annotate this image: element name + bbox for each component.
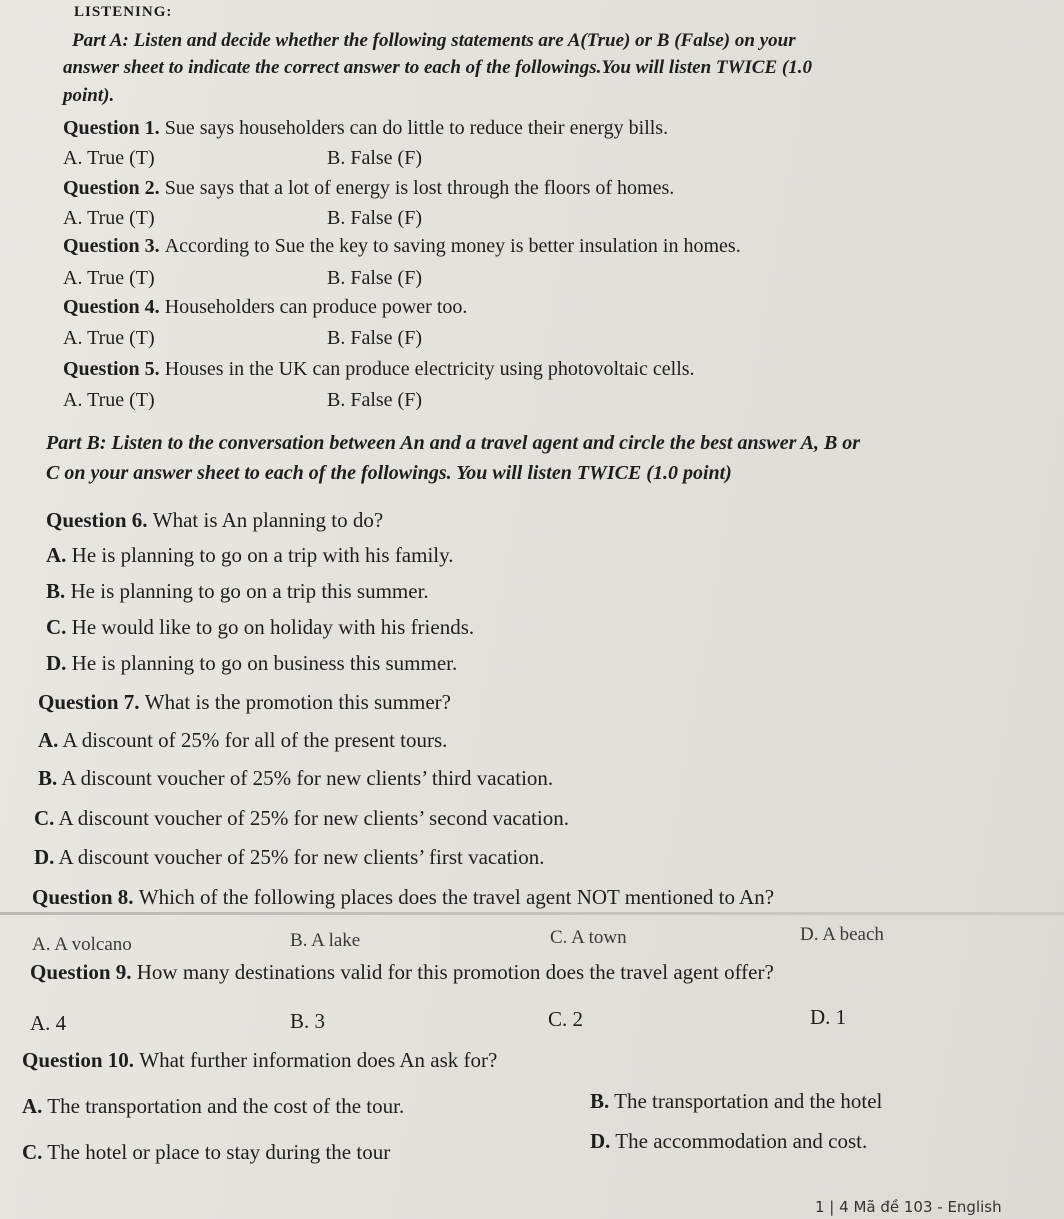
option-b[interactable]: B. False (F) bbox=[327, 327, 422, 349]
option-text: 3 bbox=[314, 1009, 326, 1033]
option-label: C. bbox=[46, 615, 67, 639]
option-a[interactable] bbox=[32, 933, 132, 957]
question-number: Question 1. bbox=[63, 117, 160, 139]
option-label: C. bbox=[34, 806, 55, 830]
option-label: B. bbox=[38, 766, 58, 790]
option-a[interactable] bbox=[22, 1094, 404, 1118]
option-b[interactable] bbox=[290, 1009, 325, 1033]
option-label: D. bbox=[800, 924, 819, 945]
option-label: A. bbox=[46, 543, 67, 567]
page-footer: 1 | 4 Mã đề 103 - English bbox=[815, 1198, 1002, 1216]
option-text: A discount voucher of 25% for new clients’ first vacation. bbox=[58, 845, 545, 869]
option-b[interactable]: B. False (F) bbox=[327, 147, 422, 169]
option-label: B. bbox=[46, 579, 66, 603]
option-text: He would like to go on holiday with his friends. bbox=[71, 615, 475, 639]
option-text: A discount voucher of 25% for new clients’ second vacation. bbox=[58, 806, 569, 830]
part-a-instruction: point). bbox=[63, 85, 115, 106]
option-text: He is planning to go on business this summer. bbox=[71, 651, 458, 675]
question-text: What is the promotion this summer? bbox=[144, 690, 451, 714]
part-b-instruction: Part B: Listen to the conversation between An and a travel agent and circle the best answer A, B or bbox=[46, 432, 861, 454]
option-a[interactable] bbox=[30, 1011, 66, 1035]
option-c[interactable] bbox=[22, 1140, 390, 1164]
option-label: A. bbox=[30, 1011, 51, 1035]
question-text: What further information does An ask for? bbox=[139, 1048, 498, 1072]
question-2 bbox=[63, 176, 674, 200]
part-a-instruction: Part A: Listen and decide whether the following statements are A(True) or B (False) on your bbox=[72, 30, 796, 51]
option-b[interactable]: B. False (F) bbox=[327, 267, 422, 289]
option-d[interactable] bbox=[810, 1005, 846, 1029]
question-number: Question 10. bbox=[22, 1048, 135, 1072]
option-label: A. bbox=[38, 728, 59, 752]
question-text: Houses in the UK can produce electricity using photovoltaic cells. bbox=[164, 358, 695, 380]
question-number: Question 8. bbox=[32, 885, 134, 909]
option-text: 4 bbox=[55, 1011, 67, 1035]
question-number: Question 7. bbox=[38, 690, 140, 714]
option-text: The transportation and the cost of the tour. bbox=[47, 1094, 405, 1118]
option-d[interactable] bbox=[34, 845, 545, 869]
question-5 bbox=[63, 357, 695, 381]
option-b[interactable] bbox=[46, 579, 429, 603]
question-8 bbox=[32, 885, 774, 909]
option-d[interactable] bbox=[46, 651, 457, 675]
option-a[interactable]: A. True (T) bbox=[63, 389, 155, 411]
option-label: B. bbox=[290, 930, 308, 951]
option-b[interactable] bbox=[590, 1089, 882, 1113]
option-label: D. bbox=[46, 651, 67, 675]
option-a[interactable] bbox=[46, 543, 454, 567]
option-d[interactable] bbox=[800, 923, 884, 947]
option-label: C. bbox=[22, 1140, 43, 1164]
question-7 bbox=[38, 690, 451, 714]
option-b[interactable]: B. False (F) bbox=[327, 389, 422, 411]
option-text: 2 bbox=[572, 1007, 584, 1031]
question-1 bbox=[63, 116, 668, 140]
option-a[interactable]: A. True (T) bbox=[63, 207, 155, 229]
paper-fold bbox=[0, 912, 1064, 915]
question-number: Question 9. bbox=[30, 960, 132, 984]
option-text: 1 bbox=[835, 1005, 847, 1029]
question-number: Question 4. bbox=[63, 296, 160, 318]
option-c[interactable] bbox=[34, 806, 569, 830]
option-label: A. bbox=[32, 934, 51, 955]
question-text: Which of the following places does the travel agent NOT mentioned to An? bbox=[138, 885, 775, 909]
question-number: Question 6. bbox=[46, 508, 148, 532]
question-6 bbox=[46, 508, 383, 532]
option-label: C. bbox=[548, 1007, 568, 1031]
option-label: D. bbox=[590, 1129, 611, 1153]
question-10 bbox=[22, 1048, 497, 1072]
option-label: B. bbox=[590, 1089, 610, 1113]
question-text: According to Sue the key to saving money is better insulation in homes. bbox=[164, 235, 741, 257]
option-text: He is planning to go on a trip with his family. bbox=[71, 543, 454, 567]
option-b[interactable]: B. False (F) bbox=[327, 207, 422, 229]
option-text: A beach bbox=[822, 924, 884, 945]
question-9 bbox=[30, 960, 774, 984]
option-a[interactable] bbox=[38, 728, 447, 752]
question-number: Question 2. bbox=[63, 177, 160, 199]
option-text: The accommodation and cost. bbox=[615, 1129, 868, 1153]
option-c[interactable] bbox=[548, 1007, 583, 1031]
option-text: The hotel or place to stay during the tour bbox=[47, 1140, 391, 1164]
section-header: LISTENING: bbox=[74, 4, 173, 20]
option-a[interactable]: A. True (T) bbox=[63, 147, 155, 169]
option-text: A volcano bbox=[54, 934, 132, 955]
part-b-instruction: C on your answer sheet to each of the followings. You will listen TWICE (1.0 point) bbox=[46, 462, 732, 484]
option-b[interactable] bbox=[38, 766, 553, 790]
question-text: Sue says householders can do little to reduce their energy bills. bbox=[164, 117, 669, 139]
option-label: C. bbox=[550, 927, 568, 948]
option-label: B. bbox=[290, 1009, 310, 1033]
option-d[interactable] bbox=[590, 1129, 867, 1153]
question-number: Question 5. bbox=[63, 358, 160, 380]
option-text: A lake bbox=[311, 930, 361, 951]
option-c[interactable] bbox=[46, 615, 474, 639]
option-label: D. bbox=[810, 1005, 831, 1029]
question-4 bbox=[63, 295, 467, 319]
question-text: Sue says that a lot of energy is lost through the floors of homes. bbox=[164, 177, 675, 199]
part-a-instruction: answer sheet to indicate the correct answer to each of the followings.You will listen TWICE (1.0 bbox=[63, 57, 812, 78]
option-text: A town bbox=[571, 927, 627, 948]
question-3 bbox=[63, 234, 741, 258]
question-number: Question 3. bbox=[63, 235, 160, 257]
option-text: He is planning to go on a trip this summer. bbox=[70, 579, 429, 603]
option-text: A discount of 25% for all of the present tours. bbox=[62, 728, 448, 752]
option-c[interactable] bbox=[550, 926, 627, 950]
option-a[interactable]: A. True (T) bbox=[63, 267, 155, 289]
question-text: How many destinations valid for this promotion does the travel agent offer? bbox=[136, 960, 774, 984]
question-text: What is An planning to do? bbox=[152, 508, 384, 532]
option-label: A. bbox=[22, 1094, 43, 1118]
option-b[interactable] bbox=[290, 929, 360, 953]
option-a[interactable]: A. True (T) bbox=[63, 327, 155, 349]
option-text: A discount voucher of 25% for new clients’ third vacation. bbox=[61, 766, 554, 790]
option-text: The transportation and the hotel bbox=[614, 1089, 883, 1113]
question-text: Householders can produce power too. bbox=[164, 296, 468, 318]
option-label: D. bbox=[34, 845, 55, 869]
